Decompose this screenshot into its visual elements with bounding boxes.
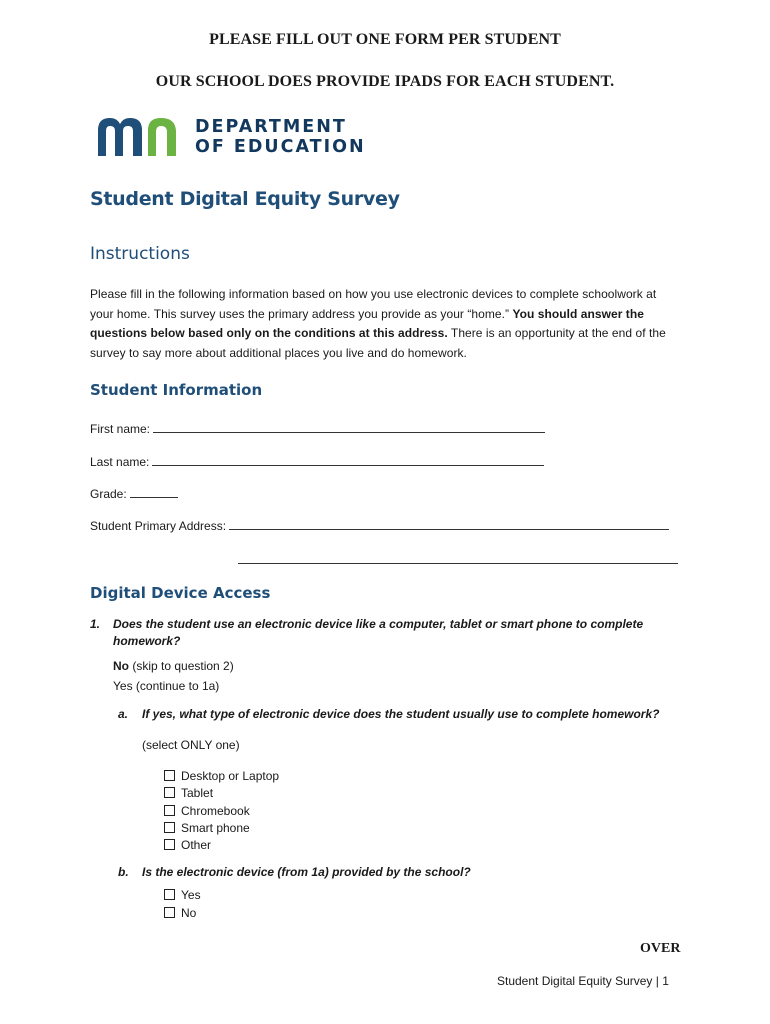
checkbox-chromebook[interactable] <box>164 804 250 818</box>
instructions-text-1: Please fill in the following information based on how you use electronic devices to complete schoolwork at your home. This survey uses the primary address you provide as your “home.” <box>90 287 657 321</box>
checkbox-label: Yes <box>181 888 201 902</box>
last-name-label: Last name: <box>90 455 150 469</box>
checkbox-yes[interactable] <box>164 888 201 902</box>
question-1-text: Does the student use an electronic device like a computer, tablet or smart phone to complete homework? <box>113 617 644 648</box>
logo-text-education: OF EDUCATION <box>195 137 366 157</box>
student-info-heading: Student Information <box>90 381 263 399</box>
checkbox-icon[interactable] <box>164 805 175 816</box>
last-name-field[interactable] <box>90 453 544 469</box>
checkbox-label: No <box>181 906 197 920</box>
first-name-label: First name: <box>90 422 151 436</box>
grade-label: Grade: <box>90 487 127 501</box>
checkbox-label: Desktop or Laptop <box>181 769 280 783</box>
checkbox-label: Chromebook <box>181 804 250 818</box>
checkbox-label: Tablet <box>181 786 214 800</box>
header-line-1: PLEASE FILL OUT ONE FORM PER STUDENT <box>209 31 561 48</box>
option-yes[interactable]: Yes (continue to 1a) <box>113 679 220 693</box>
checkbox-icon[interactable] <box>164 822 175 833</box>
grade-line[interactable] <box>130 485 178 498</box>
checkbox-desktop-laptop[interactable] <box>164 769 279 783</box>
last-name-line[interactable] <box>152 453 544 466</box>
header-line-2: OUR SCHOOL DOES PROVIDE IPADS FOR EACH STUDENT. <box>155 73 615 90</box>
instructions-text-2: There is an opportunity at the end of the survey to say more about additional places you live and do homework. <box>90 326 666 360</box>
address-field[interactable] <box>90 517 669 533</box>
instructions-paragraph <box>90 285 682 363</box>
mn-logo-icon <box>98 116 188 158</box>
first-name-field[interactable] <box>90 420 545 436</box>
instructions-bold: You should answer the questions below based only on the conditions at this address. <box>90 306 644 340</box>
question-1a-text: If yes, what type of electronic device does the student usually use to complete homework? <box>142 707 660 721</box>
question-1a-label: a. <box>118 707 129 721</box>
address-line[interactable] <box>229 517 669 530</box>
page-title: Student Digital Equity Survey <box>90 188 400 210</box>
checkbox-tablet[interactable] <box>164 786 213 800</box>
checkbox-label: Other <box>181 838 212 852</box>
device-access-heading: Digital Device Access <box>90 584 271 602</box>
select-only-note: (select ONLY one) <box>142 738 240 752</box>
logo-text-department: DEPARTMENT <box>195 117 347 137</box>
grade-field[interactable] <box>90 485 178 501</box>
option-no-rest: (skip to question 2) <box>129 659 234 673</box>
option-no[interactable] <box>113 659 234 673</box>
instructions-heading: Instructions <box>90 244 190 264</box>
checkbox-icon[interactable] <box>164 839 175 850</box>
over-label: OVER <box>640 941 681 956</box>
checkbox-icon[interactable] <box>164 787 175 798</box>
option-no-bold: No <box>113 659 129 673</box>
question-1-number: 1. <box>90 617 101 631</box>
address-line-2[interactable] <box>238 553 678 564</box>
checkbox-other[interactable] <box>164 838 211 852</box>
checkbox-icon[interactable] <box>164 889 175 900</box>
question-1b-label: b. <box>118 865 129 879</box>
checkbox-icon[interactable] <box>164 907 175 918</box>
checkbox-smart-phone[interactable] <box>164 821 250 835</box>
checkbox-label: Smart phone <box>181 821 250 835</box>
page-footer: Student Digital Equity Survey | 1 <box>497 974 669 988</box>
address-label: Student Primary Address: <box>90 519 227 533</box>
first-name-line[interactable] <box>153 420 545 433</box>
checkbox-icon[interactable] <box>164 770 175 781</box>
checkbox-no[interactable] <box>164 906 196 920</box>
question-1b-text: Is the electronic device (from 1a) provided by the school? <box>142 865 471 879</box>
